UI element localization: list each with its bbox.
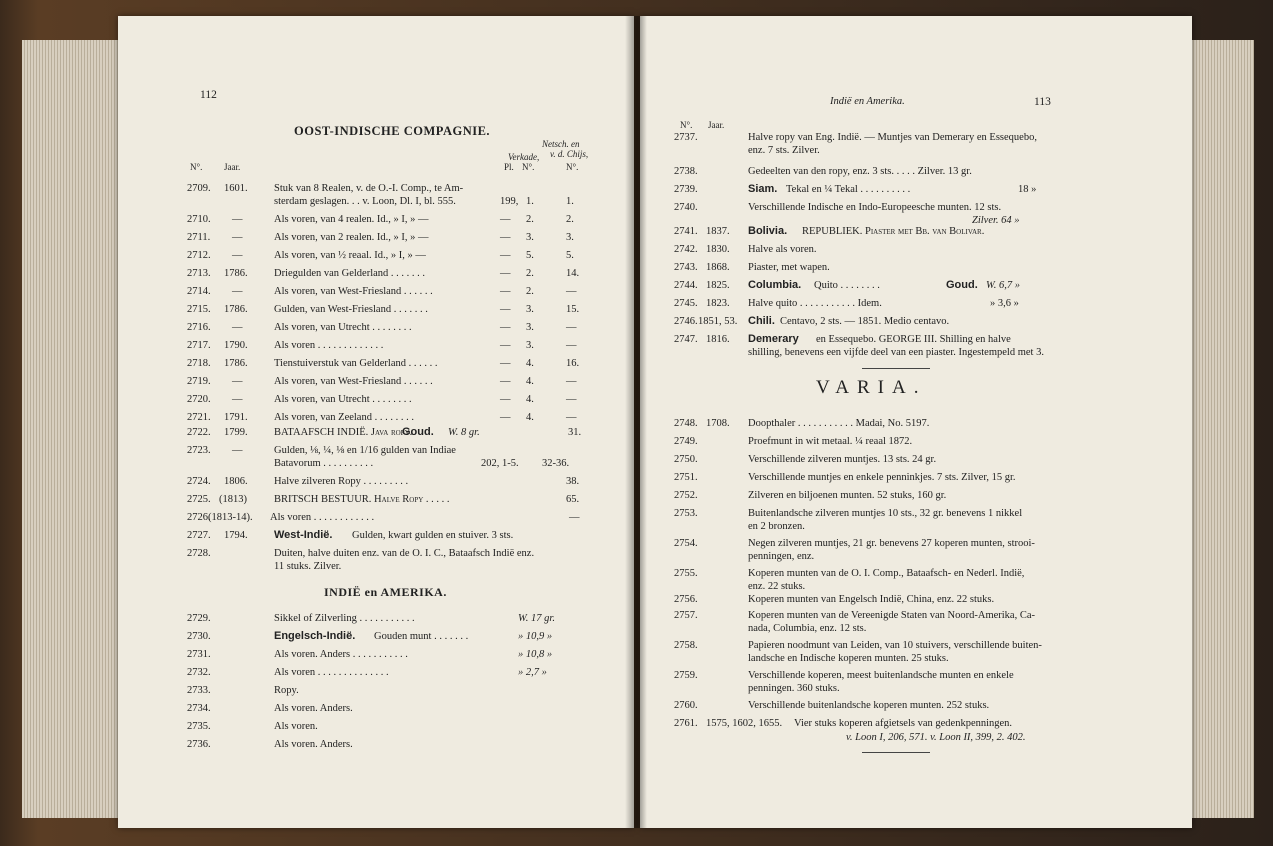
row-plate: — [500,376,511,387]
row-year: 1794. [224,530,248,541]
row-ref-verkade: 5. [526,250,534,261]
metal-label: Goud. [946,279,978,291]
row-year: 1816. [706,334,730,345]
row-number: 2721. [187,412,211,423]
row-text: Vier stuks koperen afgietsels van gedenkpenningen. [794,718,1013,729]
row-text: Als voren, van Utrecht . . . . . . . . [274,394,412,405]
row-ref-netsch: 5. [566,250,574,261]
page-number: 112 [200,89,217,101]
row-number: 2749. [674,436,698,447]
row-heading: Chili. [748,315,775,327]
row-text: penningen. 360 stuks. [748,683,840,694]
divider [862,368,930,369]
row-year: — [232,286,243,297]
row-number: 2728. [187,548,211,559]
row-ref-verkade: 4. [526,376,534,387]
row-ref-verkade: 1. [526,196,534,207]
row-ref-verkade: 2. [526,214,534,225]
row-text: Verschillende buitenlandsche koperen munten. 252 stuks. [748,700,990,711]
row-number: 2717. [187,340,211,351]
row-year: 1790. [224,340,248,351]
row-heading: West-Indië. [274,529,333,541]
row-text: Als voren, van West-Friesland . . . . . . [274,286,433,297]
row-ref-verkade: 3. [526,322,534,333]
row-number: 2746. [674,316,698,327]
row-ref-netsch: — [566,394,577,405]
row-plate: 199, [500,196,519,207]
row-year: — [232,250,243,261]
row-text: Gouden munt . . . . . . . [374,631,469,642]
row-weight: » 2,7 » [518,667,547,678]
row-text: Als voren, van Zeeland . . . . . . . . [274,412,414,423]
row-text: Halve quito . . . . . . . . . . . Idem. [748,298,882,309]
row-plate: — [500,412,511,423]
row-plate: — [500,322,511,333]
row-text: Quito . . . . . . . . [814,280,880,291]
row-year: 1825. [706,280,730,291]
row-ref: 32-36. [542,458,570,469]
row-number: 2715. [187,304,211,315]
col-header-verkade: Verkade, [508,152,540,162]
row-year: 1786. [224,304,248,315]
row-number: 2741. [674,226,698,237]
row-year: — [232,232,243,243]
row-plate: — [500,286,511,297]
row-plate: — [500,232,511,243]
row-year: — [232,214,243,225]
row-number: 2736. [187,739,211,750]
row-number: 2739. [674,184,698,195]
row-text: Doopthaler . . . . . . . . . . . Madai, No. 5197. [748,418,930,429]
row-year: 1868. [706,262,730,273]
metal-label: Goud. [402,426,434,438]
row-text: Koperen munten van de O. I. Comp., Bataafsch- en Nederl. Indië, [748,568,1025,579]
row-year: 1708. [706,418,730,429]
row-number: 2738. [674,166,698,177]
row-text: Koperen munten van Engelsch Indië, China, enz. 22 stuks. [748,594,995,605]
row-number: 2740. [674,202,698,213]
row-heading: Siam. [748,183,778,195]
row-year: 1837. [706,226,730,237]
row-plate: — [500,268,511,279]
row-year: 1806. [224,476,248,487]
row-plate: — [500,394,511,405]
row-text: Als voren, van Utrecht . . . . . . . . [274,322,412,333]
row-number: 2742. [674,244,698,255]
row-ref-netsch: — [566,412,577,423]
row-text: Gulden, van West-Friesland . . . . . . . [274,304,428,315]
row-text: Als voren . . . . . . . . . . . . . [274,340,384,351]
right-page [640,16,1192,828]
row-plate: — [500,214,511,225]
row-text: Als voren, van 2 realen. Id., » I, » — [274,232,429,243]
col-header-no3: N°. [566,162,579,172]
row-text: penningen, enz. [748,551,815,562]
row-text: en Essequebo. GEORGE III. Shilling en halve [816,334,1011,345]
row-text: Piaster, met wapen. [748,262,830,273]
row-number: 2753. [674,508,698,519]
row-text: Als voren . . . . . . . . . . . . . . [274,667,389,678]
row-number: 2751. [674,472,698,483]
row-number: 2727. [187,530,211,541]
row-number: 2745. [674,298,698,309]
row-text: enz. 7 sts. Zilver. [748,145,820,156]
row-ref-verkade: 2. [526,286,534,297]
row-number: 2711. [187,232,211,243]
col-header-jaar: Jaar. [708,120,725,130]
row-number: 2712. [187,250,211,261]
row-ref-netsch: — [566,376,577,387]
row-year: 1830. [706,244,730,255]
row-plate: — [500,358,511,369]
row-text: Negen zilveren muntjes, 21 gr. benevens 27 koperen munten, strooi- [748,538,1035,549]
row-text: Verschillende Indische en Indo-Europeesche munten. 12 sts. [748,202,1002,213]
row-weight: » 3,6 » [990,298,1019,309]
row-ref-verkade: 2. [526,268,534,279]
col-header-netsch: Netsch. en [542,139,580,149]
row-year: 1601. [224,183,248,194]
row-text: Driegulden van Gelderland . . . . . . . [274,268,426,279]
row-number: 2713. [187,268,211,279]
row-text: Sikkel of Zilverling . . . . . . . . . . . [274,613,415,624]
row-text: REPUBLIEK. Piaster met Bb. van Bolivar. [802,226,985,237]
row-number: 2716. [187,322,211,333]
row-number: 2733. [187,685,211,696]
row-weight: » 10,9 » [518,631,553,642]
book-gutter [625,16,647,828]
row-weight: » 10,8 » [518,649,553,660]
row-number: 2731. [187,649,211,660]
row-text: Verschillende koperen, meest buitenlandsche munten en enkele [748,670,1014,681]
row-number: 2744. [674,280,698,291]
row-text: landsche en Indische koperen munten. 25 stuks. [748,653,949,664]
row-year: 1575, 1602, 1655. [706,718,783,729]
row-text: Centavo, 2 sts. — 1851. Medio centavo. [780,316,950,327]
row-number: 2755. [674,568,698,579]
section-title: OOST-INDISCHE COMPAGNIE. [294,124,491,138]
row-number: 2735. [187,721,211,732]
row-year: (1813-14). [208,512,253,523]
right-page-edges [1188,40,1254,818]
row-text: Proefmunt in wit metaal. ¼ reaal 1872. [748,436,913,447]
row-year: 1791. [224,412,248,423]
row-number: 2758. [674,640,698,651]
row-ref-netsch: — [566,322,577,333]
row-text: Tienstuiverstuk van Gelderland . . . . . . [274,358,438,369]
section-title-indie: INDIË en AMERIKA. [324,585,447,599]
row-text: Verschillende zilveren muntjes. 13 sts. 24 gr. [748,454,937,465]
row-year: 1851, 53. [698,316,738,327]
row-number: 2752. [674,490,698,501]
row-ref-verkade: 4. [526,358,534,369]
row-text: Als voren. Anders . . . . . . . . . . . [274,649,408,660]
row-ref-verkade: 4. [526,412,534,423]
row-number: 2710. [187,214,211,225]
row-ref-netsch: 1. [566,196,574,207]
row-text: BATAAFSCH INDIË. Java ropy. [274,427,413,438]
row-text: Koperen munten van de Vereenigde Staten van Noord-Amerika, Ca- [748,610,1036,621]
row-text: enz. 22 stuks. [748,581,806,592]
row-ref-verkade: 3. [526,340,534,351]
row-text: Papieren noodmunt van Leiden, van 10 stuivers, verschillende buiten- [748,640,1042,651]
row-plate: — [500,250,511,261]
row-year: 1799. [224,427,248,438]
row-ref-verkade: 4. [526,394,534,405]
row-number: 2743. [674,262,698,273]
row-number: 2720. [187,394,211,405]
row-text: shilling, benevens een vijfde deel van een piaster. Ingestempeld met 3. [748,347,1044,358]
row-text: Als voren, van West-Friesland . . . . . . [274,376,433,387]
row-number: 2725. [187,494,211,505]
row-ref-netsch: 3. [566,232,574,243]
col-header-pl: Pl. [504,162,514,172]
row-text: Tekal en ¼ Tekal . . . . . . . . . . [786,184,911,195]
row-weight: 18 » [1018,184,1037,195]
section-title-varia: VARIA. [816,377,927,398]
row-text: Gulden, kwart gulden en stuiver. 3 sts. [352,530,514,541]
row-number: 2761. [674,718,698,729]
row-number: 2754. [674,538,698,549]
row-number: 2730. [187,631,211,642]
col-header-jaar: Jaar. [224,162,241,172]
col-header-no: N°. [190,162,203,172]
row-number: 2759. [674,670,698,681]
row-ref: 202, 1-5. [481,458,519,469]
row-heading: Engelsch-Indië. [274,630,356,642]
row-text: Ropy. [274,685,299,696]
row-ref-verkade: 3. [526,232,534,243]
row-ref-netsch: 15. [566,304,580,315]
row-text: Gedeelten van den ropy, enz. 3 sts. . . . . Zilver. 13 gr. [748,166,972,177]
row-number: 2723. [187,445,211,456]
row-text: Stuk van 8 Realen, v. de O.-I. Comp., te Am- [274,183,464,194]
row-text: v. Loon I, 206, 571. v. Loon II, 399, 2. 402. [846,732,1026,743]
col-header-no2: N°. [522,162,535,172]
row-ref-netsch: — [566,286,577,297]
row-number: 2714. [187,286,211,297]
row-text: 11 stuks. Zilver. [274,561,342,572]
row-text: Als voren . . . . . . . . . . . . [270,512,375,523]
row-year: 1786. [224,268,248,279]
row-text: Verschillende muntjes en enkele penninkjes. 7 sts. Zilver, 15 gr. [748,472,1016,483]
row-weight: W. 6,7 » [986,280,1021,291]
row-number: 2750. [674,454,698,465]
row-text: Als voren. Anders. [274,739,353,750]
row-number: 2756. [674,594,698,605]
row-ref-netsch: 16. [566,358,580,369]
row-text: Als voren. Anders. [274,703,353,714]
left-page [118,16,634,828]
row-year: 1786. [224,358,248,369]
row-year: 1823. [706,298,730,309]
row-text: sterdam geslagen. . . v. Loon, Dl. I, bl. 555. [274,196,456,207]
row-text: nada, Columbia, enz. 12 sts. [748,623,867,634]
row-number: 2722. [187,427,211,438]
row-number: 2709. [187,183,211,194]
row-text: Zilveren en biljoenen munten. 52 stuks, 160 gr. [748,490,947,501]
row-text: Als voren, van 4 realen. Id., » I, » — [274,214,429,225]
row-ref-verkade: 3. [526,304,534,315]
row-year: — [232,394,243,405]
divider [862,752,930,753]
row-number: 2734. [187,703,211,714]
row-text: BRITSCH BESTUUR. Halve Ropy . . . . . [274,494,450,505]
row-weight: W. 17 gr. [518,613,555,624]
row-text: Halve als voren. [748,244,817,255]
row-year: — [232,376,243,387]
row-number: 2718. [187,358,211,369]
row-number: 2719. [187,376,211,387]
row-ref-netsch: 14. [566,268,580,279]
row-text: Halve ropy van Eng. Indië. — Muntjes van Demerary en Essequebo, [748,132,1037,143]
row-text: Halve zilveren Ropy . . . . . . . . . [274,476,409,487]
row-year: (1813) [219,494,247,505]
row-text: Batavorum . . . . . . . . . . [274,458,374,469]
row-ref-netsch: 2. [566,214,574,225]
row-text: Als voren. [274,721,318,732]
left-page-edges [22,40,122,818]
row-ref: 38. [566,476,580,487]
row-number: 2757. [674,610,698,621]
row-heading: Demerary [748,333,799,345]
row-number: 2747. [674,334,698,345]
row-ref: 31. [568,427,582,438]
row-text: Buitenlandsche zilveren muntjes 10 sts., 32 gr. benevens 1 nikkel [748,508,1023,519]
row-plate: — [500,340,511,351]
row-ref: — [569,512,580,523]
page-number: 113 [1034,96,1051,108]
row-number: 2724. [187,476,211,487]
row-year: — [232,322,243,333]
row-plate: — [500,304,511,315]
row-number: 2732. [187,667,211,678]
row-text: Als voren, van ½ reaal. Id., » I, » — [274,250,426,261]
col-header-no: N°. [680,120,693,130]
row-text: Duiten, halve duiten enz. van de O. I. C., Bataafsch Indië enz. [274,548,535,559]
row-heading: Columbia. [748,279,802,291]
row-year: — [232,445,243,456]
row-ref-netsch: — [566,340,577,351]
row-text: Gulden, ⅛, ¼, ⅛ en 1/16 gulden van Indiae [274,445,456,456]
row-ref: 65. [566,494,580,505]
row-number: 2737. [674,132,698,143]
row-number: 2748. [674,418,698,429]
running-header: Indië en Amerika. [830,96,905,107]
col-header-vd: v. d. Chijs, [550,149,589,159]
row-weight: W. 8 gr. [448,427,480,438]
row-heading: Bolivia. [748,225,788,237]
row-number: 2760. [674,700,698,711]
row-text: en 2 bronzen. [748,521,805,532]
row-number: 2726. [187,512,211,523]
row-weight: Zilver. 64 » [972,215,1020,226]
row-number: 2729. [187,613,211,624]
